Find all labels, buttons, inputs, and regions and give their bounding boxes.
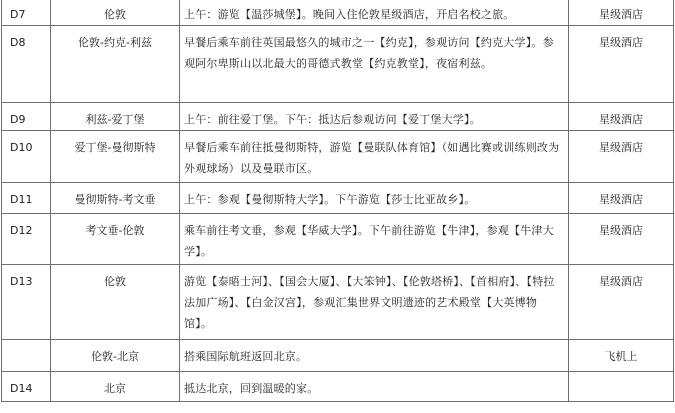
description-cell: 早餐后乘车前往抵曼彻斯特，游览【曼联队体育馆】（如遇比赛或训练则改为外观球场）以及曼联市区。 (180, 131, 569, 183)
table-row (2, 183, 674, 214)
day-cell: D8 (2, 26, 51, 103)
route-cell: 利兹-爱丁堡 (51, 103, 180, 131)
accommodation-cell (569, 372, 674, 402)
day-cell: D14 (2, 372, 51, 402)
accommodation-cell: 星级酒店 (569, 103, 674, 131)
route-cell: 伦敦-约克-利兹 (51, 26, 180, 103)
description-cell: 早餐后乘车前往英国最悠久的城市之一【约克】，参观访问【约克大学】。参观阿尔卑斯山以北最大的哥德式教堂【约克教堂】，夜宿利兹。 (180, 26, 569, 103)
day-cell: D12 (2, 214, 51, 265)
description-cell: 乘车前往考文垂，参观【华威大学】。下午前往游览【牛津】，参观【牛津大学】。 (180, 214, 569, 265)
description-cell: 上午：前往爱丁堡。下午：抵达后参观访问【爱丁堡大学】。 (180, 103, 569, 131)
table-row (2, 340, 674, 372)
description-cell: 上午：参观【曼彻斯特大学】。下午游览【莎士比亚故乡】。 (180, 183, 569, 214)
accommodation-cell: 星级酒店 (569, 0, 674, 26)
accommodation-cell: 星级酒店 (569, 131, 674, 183)
accommodation-cell: 星级酒店 (569, 214, 674, 265)
description-cell: 抵达北京，回到温暖的家。 (180, 372, 569, 402)
route-cell: 考文垂-伦敦 (51, 214, 180, 265)
accommodation-cell: 星级酒店 (569, 26, 674, 103)
description-cell: 搭乘国际航班返回北京。 (180, 340, 569, 372)
table-row (2, 0, 674, 26)
table-row (2, 26, 674, 103)
table-row (2, 265, 674, 340)
description-cell: 游览【泰晤士河】、【国会大厦】、【大笨钟】、【伦敦塔桥】、【首相府】、【特拉法加广场】、【白金汉宫】，参观汇集世界文明遗迹的艺术殿堂【大英博物馆】。 (180, 265, 569, 340)
table-row (2, 372, 674, 402)
day-cell (2, 340, 51, 372)
route-cell: 伦敦 (51, 265, 180, 340)
route-cell: 伦敦 (51, 0, 180, 26)
table-row (2, 214, 674, 265)
day-cell: D9 (2, 103, 51, 131)
route-cell: 伦敦-北京 (51, 340, 180, 372)
route-cell: 曼彻斯特-考文垂 (51, 183, 180, 214)
day-cell: D7 (2, 0, 51, 26)
description-cell: 上午：游览【温莎城堡】。晚间入住伦敦星级酒店，开启名校之旅。 (180, 0, 569, 26)
route-cell: 爱丁堡-曼彻斯特 (51, 131, 180, 183)
table-row (2, 103, 674, 131)
day-cell: D10 (2, 131, 51, 183)
route-cell: 北京 (51, 372, 180, 402)
accommodation-cell: 飞机上 (569, 340, 674, 372)
table-row (2, 131, 674, 183)
day-cell: D13 (2, 265, 51, 340)
day-cell: D11 (2, 183, 51, 214)
itinerary-table (1, 0, 674, 402)
accommodation-cell: 星级酒店 (569, 265, 674, 340)
accommodation-cell: 星级酒店 (569, 183, 674, 214)
